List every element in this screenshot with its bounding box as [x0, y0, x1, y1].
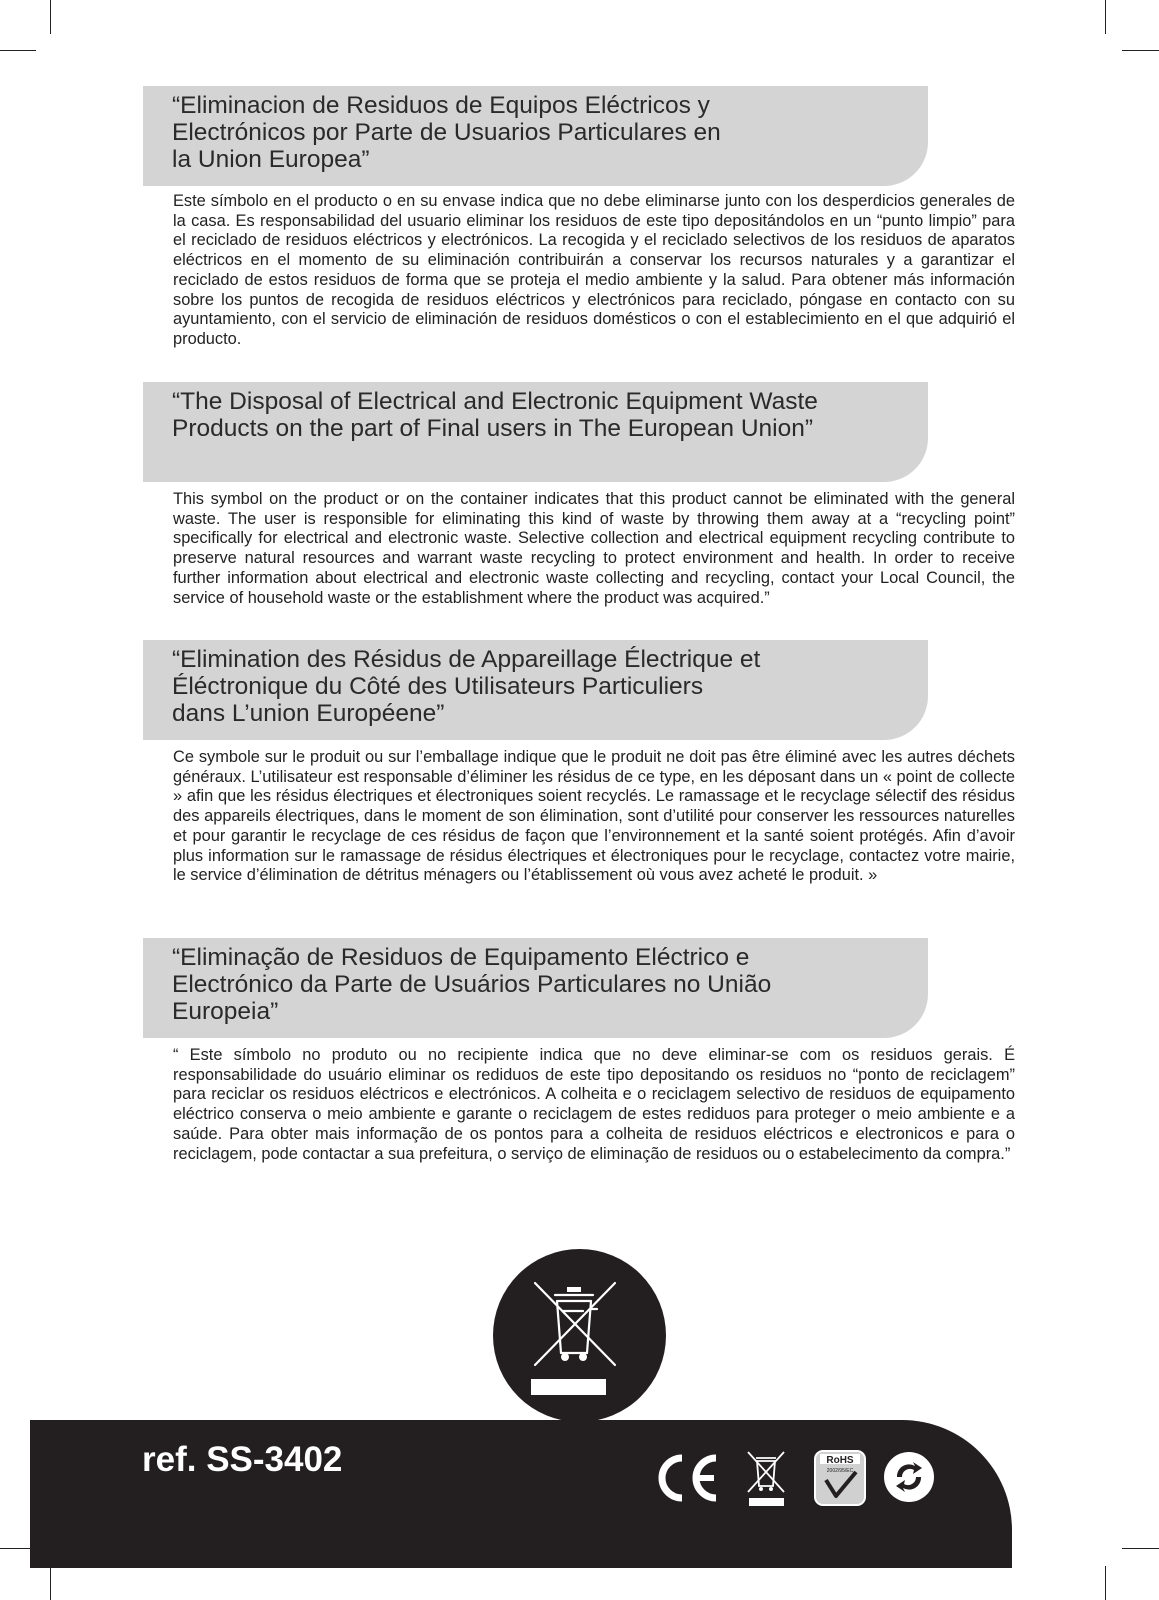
weee-bin-icon	[744, 1448, 790, 1515]
section-header-fr	[143, 640, 928, 740]
crop-mark	[1105, 0, 1106, 34]
section-body-fr: Ce symbole sur le produit ou sur l’emballage indique que le produit ne doit pas être éliminé avec les autres déchets généraux. L’utilisateur est responsable d’éliminer les résidus de ce type, en les déposant dans un « point de collecte » afin que les résidus électriques et électroniques soient recyclés. Le ramassage et le recyclage sélectif des résidus des appareils électriques, dans le moment de son élimination, sont d’utilité pour conserver les ressources naturelles et pour garantir le recyclage de ces résidus de façon que l’environnement et la santé soient protégés. Afin d’avoir plus information sur le ramassage de résidus électriques et électroniques pour le recyclage, contactez votre mairie, le service d’élimination de détritus ménagers ou l’établissement où vous avez acheté le produit. »	[173, 748, 1015, 885]
section-header-es	[143, 86, 928, 186]
weee-symbol-icon	[493, 1249, 666, 1422]
crop-mark	[50, 0, 51, 34]
rohs-label: RoHS	[826, 1455, 854, 1466]
footer-bar	[30, 1420, 1012, 1568]
rohs-sub-label: 2002/95/EC	[826, 1468, 854, 1474]
section-title-es: “Eliminacion de Residuos de Equipos Eléctricos y Electrónicos por Parte de Usuarios Particulares en la Union Europea”	[172, 92, 721, 173]
certification-logos	[652, 1448, 982, 1518]
section-body-en: This symbol on the product or on the container indicates that this product cannot be eliminated with the general waste. The user is responsible for eliminating this kind of waste by throwing them away at a “recycling point” specifically for electrical and electronic waste. Selective collection and electrical equipment recycling contribute to preserve natural resources and warrant waste recycling to protect environment and health. In order to receive further information about electrical and electronic waste collecting and recycling, contact your Local Council, the service of household waste or the establishment where the product was acquired.”	[173, 490, 1015, 607]
rohs-icon	[814, 1450, 866, 1511]
section-title-en: “The Disposal of Electrical and Electronic Equipment Waste Products on the part of Final users in The European Union”	[172, 388, 818, 442]
section-header-pt	[143, 938, 928, 1038]
crop-mark	[1122, 1548, 1159, 1549]
section-title-pt: “Eliminação de Residuos de Equipamento Eléctrico e Electrónico da Parte de Usuários Particulares no União Europeia”	[172, 944, 772, 1025]
crop-mark	[50, 1566, 51, 1600]
green-dot-icon	[882, 1450, 936, 1509]
section-header-en	[143, 382, 928, 482]
section-title-fr: “Elimination des Résidus de Appareillage Électrique et Éléctronique du Côté des Utilisateurs Particuliers dans L’union Européene”	[172, 646, 761, 727]
crop-mark	[0, 50, 36, 51]
crop-mark	[1122, 50, 1159, 51]
reference-number: ref. SS-3402	[142, 1440, 343, 1479]
ce-mark-icon	[652, 1452, 722, 1509]
section-body-es: Este símbolo en el producto o en su envase indica que no debe eliminarse junto con los desperdicios generales de la casa. Es responsabilidad del usuario eliminar los residuos de este tipo depositándolos en un “punto limpio” para el reciclado de residuos eléctricos y electrónicos. La recogida y el reciclado selectivos de los residuos de aparatos eléctricos en el momento de su eliminación contribuirán a conservar los recursos naturales y a garantizar el reciclado de estos residuos de forma que se proteja el medio ambiente y la salud. Para obtener más información sobre los puntos de recogida de residuos eléctricos y electrónicos para reciclado, póngase en contacto con su ayuntamiento, con el servicio de eliminación de residuos domésticos o con el establecimiento en el que adquirió el producto.	[173, 192, 1015, 348]
crop-mark	[1105, 1566, 1106, 1600]
section-body-pt: “ Este símbolo no produto ou no recipiente indica que no deve eliminar-se com os residuos gerais. É responsabilidade do usuário eliminar os rediduos de este tipo depositando os residuos no “ponto de reciclagem” para reciclar os residuos eléctricos e electrónicos. A colheita e o reciclagem selectivo de residuos de equipamento eléctrico conserva o meio ambiente e garante o reciclagem de estes rediduos para proteger o meio ambiente e a saúde. Para obter mais informação de os pontos para a colheita de residuos eléctricos e electronicos e para o reciclagem, pode contactar a sua prefeitura, o serviço de eliminação de residuos ou o estabelecimento da compra.”	[173, 1046, 1015, 1163]
